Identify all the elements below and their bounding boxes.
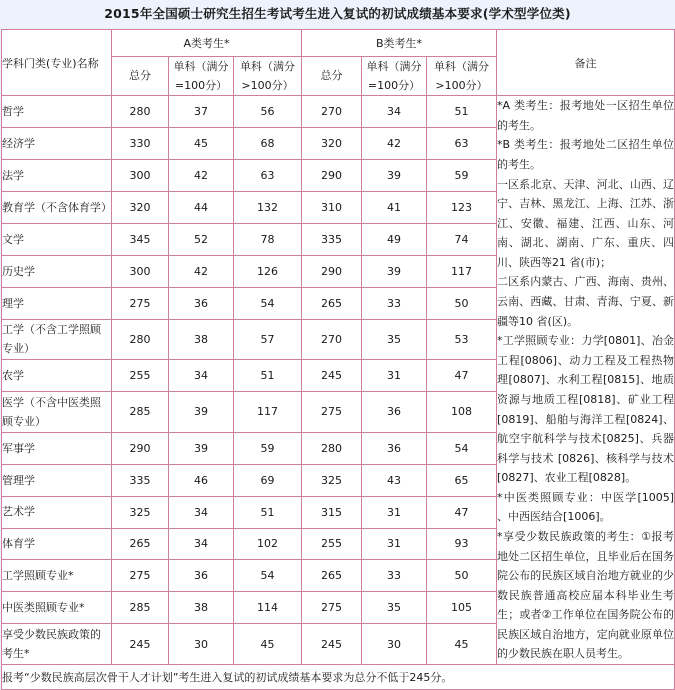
score-cell-b-sover: 63 [427, 128, 497, 160]
score-cell-b-total: 255 [302, 528, 362, 560]
score-cell-b-total: 290 [302, 160, 362, 192]
score-cell-b-s100: 35 [362, 319, 427, 360]
score-cell-b-total: 315 [302, 496, 362, 528]
header-group-b: B类考生* [302, 29, 497, 56]
score-cell-b-s100: 30 [362, 624, 427, 665]
remark-note-b: *B 类考生：报考地处二区招生单位的考生。 [497, 138, 675, 171]
score-cell-a-total: 265 [112, 528, 169, 560]
score-cell-a-total: 325 [112, 496, 169, 528]
score-cell-a-sover: 51 [234, 360, 302, 392]
score-cell-a-sover: 69 [234, 464, 302, 496]
subject-name-cell: 哲学 [2, 96, 112, 128]
footnote-row [2, 665, 675, 690]
remark-minority-policy: *享受少数民族政策的考生：①报考地处二区招生单位，且毕业后在国务院公布的民族区域自治地方就业的少数民族普通高校应届本科毕业生考生；或者②工作单位在国务院公布的民族区域自治地方，定向就业原单位的少数民族在职人员考生。 [497, 529, 675, 661]
score-requirements-table [1, 29, 675, 690]
score-cell-a-s100: 34 [169, 496, 234, 528]
score-cell-a-sover: 57 [234, 319, 302, 360]
subject-name-cell: 体育学 [2, 528, 112, 560]
score-cell-b-s100: 39 [362, 255, 427, 287]
header-a-single-100: 单科（满分=100分） [169, 56, 234, 96]
remark-eng-majors: *工学照顾专业：力学[0801]、冶金工程[0806]、动力工程及工程热物理[0807]、水利工程[0815]、地质资源与地质工程[0818]、矿业工程[0819]、船舶与海洋工程[0824]、航空宇航科学与技术[0825]、兵器科学与技术 [0826]、核科学与技术[0827]、农业工程[0828]。 [497, 334, 675, 485]
score-cell-a-s100: 38 [169, 319, 234, 360]
score-cell-b-total: 245 [302, 360, 362, 392]
score-cell-b-total: 320 [302, 128, 362, 160]
score-cell-b-s100: 35 [362, 592, 427, 624]
score-cell-b-total: 245 [302, 624, 362, 665]
score-cell-a-total: 300 [112, 160, 169, 192]
score-cell-b-s100: 31 [362, 496, 427, 528]
score-cell-a-s100: 42 [169, 160, 234, 192]
score-cell-a-total: 285 [112, 592, 169, 624]
header-b-total: 总分 [302, 56, 362, 96]
subject-name-cell: 军事学 [2, 432, 112, 464]
score-cell-b-sover: 74 [427, 223, 497, 255]
score-cell-b-total: 265 [302, 287, 362, 319]
subject-name-cell: 管理学 [2, 464, 112, 496]
remark-tcm-majors: *中医类照顾专业：中医学[1005] 、中西医结合[1006]。 [497, 490, 675, 524]
subject-name-cell: 教育学（不含体育学） [2, 191, 112, 223]
subject-name-cell: 农学 [2, 360, 112, 392]
table-header [2, 29, 675, 96]
score-cell-a-s100: 36 [169, 560, 234, 592]
score-cell-a-total: 345 [112, 223, 169, 255]
score-cell-b-sover: 51 [427, 96, 497, 128]
header-subject-name: 学科门类(专业)名称 [2, 29, 112, 96]
subject-name-cell: 医学（不含中医类照顾专业） [2, 392, 112, 433]
score-cell-a-total: 335 [112, 464, 169, 496]
header-b-single-over-100: 单科（满分>100分） [427, 56, 497, 96]
subject-name-cell: 经济学 [2, 128, 112, 160]
score-cell-b-total: 290 [302, 255, 362, 287]
score-cell-a-s100: 52 [169, 223, 234, 255]
score-cell-b-s100: 41 [362, 191, 427, 223]
score-cell-a-sover: 132 [234, 191, 302, 223]
score-cell-b-total: 325 [302, 464, 362, 496]
score-cell-a-s100: 30 [169, 624, 234, 665]
subject-name-cell: 中医类照顾专业* [2, 592, 112, 624]
score-cell-b-s100: 36 [362, 432, 427, 464]
score-cell-a-s100: 38 [169, 592, 234, 624]
score-cell-b-sover: 108 [427, 392, 497, 433]
score-cell-b-s100: 42 [362, 128, 427, 160]
header-row-groups [2, 29, 675, 56]
score-cell-a-total: 245 [112, 624, 169, 665]
score-cell-a-sover: 56 [234, 96, 302, 128]
score-cell-a-s100: 45 [169, 128, 234, 160]
score-cell-b-sover: 123 [427, 191, 497, 223]
score-cell-a-sover: 45 [234, 624, 302, 665]
score-cell-b-total: 275 [302, 392, 362, 433]
score-cell-a-s100: 37 [169, 96, 234, 128]
remark-note-a: *A 类考生：报考地处一区招生单位的考生。 [497, 99, 675, 132]
header-a-single-over-100: 单科（满分>100分） [234, 56, 302, 96]
score-cell-a-total: 280 [112, 319, 169, 360]
score-cell-b-sover: 105 [427, 592, 497, 624]
score-cell-b-sover: 45 [427, 624, 497, 665]
score-cell-a-total: 275 [112, 287, 169, 319]
score-cell-b-total: 335 [302, 223, 362, 255]
remark-zone-two: 二区系内蒙古、广西、海南、贵州、云南、西藏、甘肃、青海、宁夏、新疆等10 省(区)。 [497, 275, 675, 328]
score-cell-b-sover: 47 [427, 496, 497, 528]
subject-name-cell: 历史学 [2, 255, 112, 287]
header-group-a: A类考生* [112, 29, 302, 56]
score-cell-b-sover: 47 [427, 360, 497, 392]
subject-name-cell: 文学 [2, 223, 112, 255]
score-cell-a-sover: 126 [234, 255, 302, 287]
score-cell-b-total: 270 [302, 319, 362, 360]
score-cell-b-sover: 93 [427, 528, 497, 560]
remarks-cell [497, 96, 675, 665]
score-cell-a-s100: 34 [169, 528, 234, 560]
table-row [2, 96, 675, 128]
score-cell-b-sover: 50 [427, 560, 497, 592]
header-b-single-100: 单科（满分=100分） [362, 56, 427, 96]
score-cell-a-sover: 117 [234, 392, 302, 433]
score-cell-b-s100: 39 [362, 160, 427, 192]
score-cell-a-total: 320 [112, 191, 169, 223]
score-cell-b-total: 275 [302, 592, 362, 624]
score-cell-b-sover: 117 [427, 255, 497, 287]
score-cell-a-s100: 46 [169, 464, 234, 496]
score-cell-b-s100: 31 [362, 360, 427, 392]
subject-name-cell: 工学照顾专业* [2, 560, 112, 592]
score-cell-b-s100: 49 [362, 223, 427, 255]
subject-name-cell: 理学 [2, 287, 112, 319]
score-cell-a-sover: 102 [234, 528, 302, 560]
score-cell-a-sover: 54 [234, 287, 302, 319]
score-cell-b-s100: 33 [362, 287, 427, 319]
score-cell-b-s100: 31 [362, 528, 427, 560]
score-cell-a-sover: 68 [234, 128, 302, 160]
score-cell-b-sover: 54 [427, 432, 497, 464]
score-cell-a-s100: 39 [169, 392, 234, 433]
score-cell-b-sover: 50 [427, 287, 497, 319]
score-cell-b-total: 280 [302, 432, 362, 464]
subject-name-cell: 法学 [2, 160, 112, 192]
score-cell-a-s100: 39 [169, 432, 234, 464]
subject-name-cell: 享受少数民族政策的考生* [2, 624, 112, 665]
score-cell-b-total: 265 [302, 560, 362, 592]
score-cell-b-sover: 53 [427, 319, 497, 360]
subject-name-cell: 工学（不含工学照顾专业） [2, 319, 112, 360]
score-cell-a-total: 255 [112, 360, 169, 392]
score-cell-a-total: 285 [112, 392, 169, 433]
score-cell-b-sover: 65 [427, 464, 497, 496]
header-a-total: 总分 [112, 56, 169, 96]
table-body [2, 96, 675, 665]
score-cell-a-sover: 51 [234, 496, 302, 528]
remark-zone-one: 一区系北京、天津、河北、山西、辽宁、吉林、黑龙江、上海、江苏、浙江、安徽、福建、江西、山东、河南、湖北、湖南、广东、重庆、四川、陕西等21 省(市)； [497, 177, 675, 269]
score-cell-a-total: 280 [112, 96, 169, 128]
score-cell-a-total: 330 [112, 128, 169, 160]
score-cell-b-s100: 34 [362, 96, 427, 128]
score-cell-b-total: 310 [302, 191, 362, 223]
score-cell-b-total: 270 [302, 96, 362, 128]
score-cell-a-sover: 114 [234, 592, 302, 624]
score-cell-b-sover: 59 [427, 160, 497, 192]
score-cell-b-s100: 33 [362, 560, 427, 592]
score-cell-a-s100: 36 [169, 287, 234, 319]
score-cell-a-s100: 44 [169, 191, 234, 223]
score-cell-a-sover: 54 [234, 560, 302, 592]
score-cell-a-total: 275 [112, 560, 169, 592]
footnote-text: 报考“少数民族高层次骨干人才计划”考生进入复试的初试成绩基本要求为总分不低于245分。 [2, 665, 675, 690]
subject-name-cell: 艺术学 [2, 496, 112, 528]
score-cell-a-total: 290 [112, 432, 169, 464]
score-cell-b-s100: 36 [362, 392, 427, 433]
score-cell-b-s100: 43 [362, 464, 427, 496]
header-remarks: 备注 [497, 29, 675, 96]
score-cell-a-s100: 34 [169, 360, 234, 392]
score-cell-a-sover: 63 [234, 160, 302, 192]
score-cell-a-s100: 42 [169, 255, 234, 287]
score-cell-a-sover: 59 [234, 432, 302, 464]
score-cell-a-sover: 78 [234, 223, 302, 255]
page-title: 2015年全国硕士研究生招生考试考生进入复试的初试成绩基本要求(学术型学位类) [104, 6, 571, 21]
score-cell-a-total: 300 [112, 255, 169, 287]
table-footer [2, 665, 675, 690]
